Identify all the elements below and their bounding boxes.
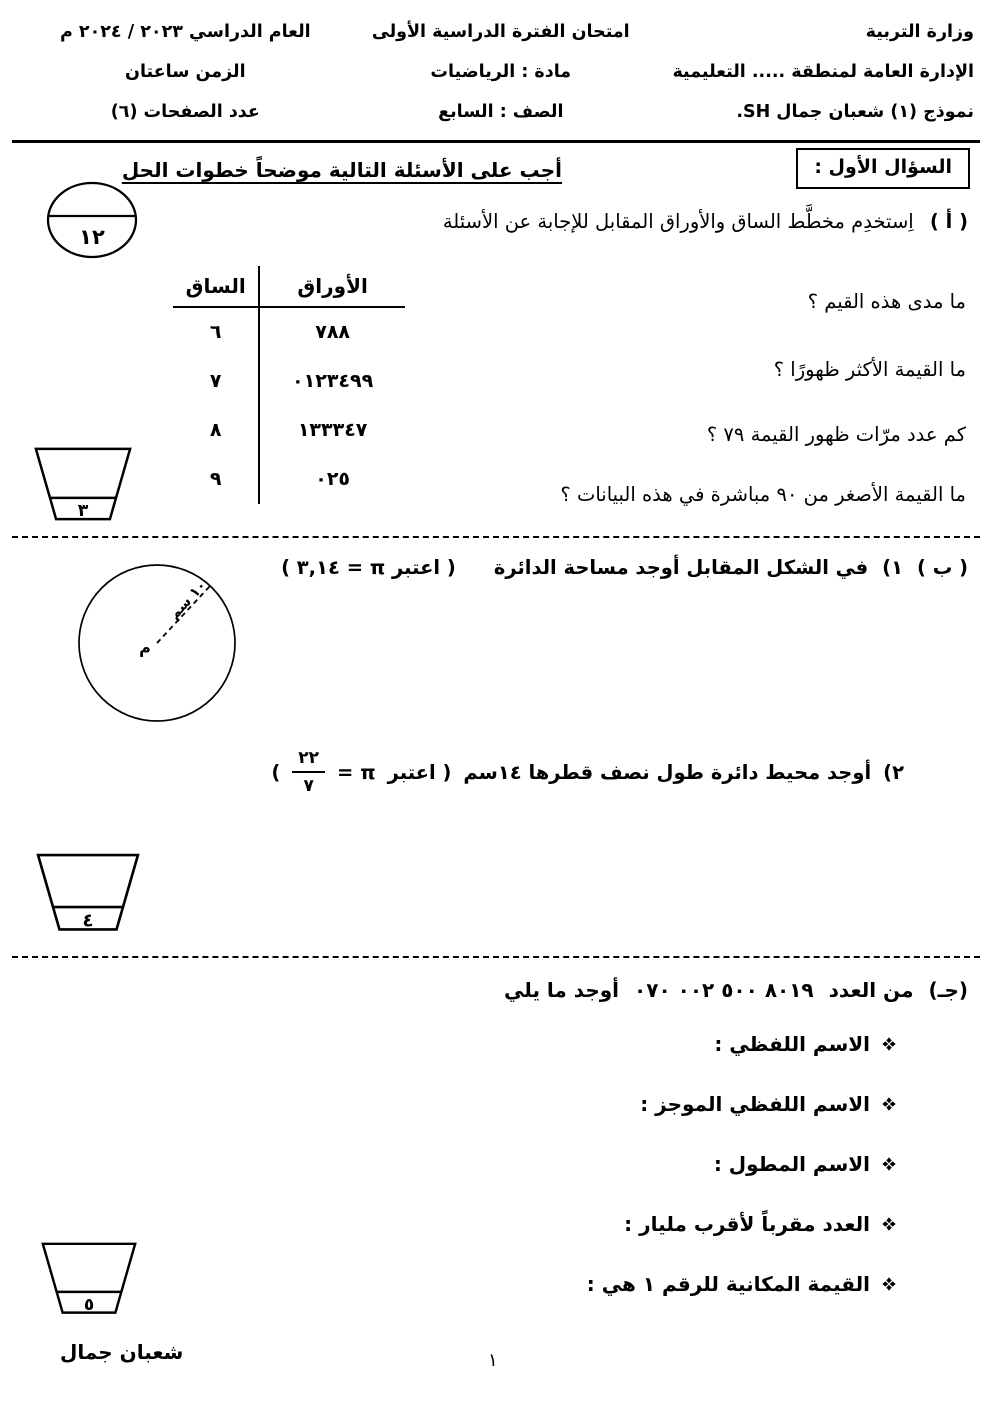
stem-leaf-table xyxy=(173,266,405,504)
part-c-items xyxy=(587,1032,896,1296)
part-c-item-text: الاسم اللفظي : xyxy=(714,1032,870,1056)
section-divider xyxy=(12,956,980,958)
model-author-line: نموذج (١) شعبان جمال SH. xyxy=(736,102,974,122)
stem-leaf-row xyxy=(173,308,405,357)
header-divider xyxy=(12,140,980,143)
stem-leaf-header-row xyxy=(173,266,405,308)
part-c-item-text: الاسم المطول : xyxy=(713,1152,870,1176)
subject-name: مادة : الرياضيات xyxy=(430,62,572,82)
part-c-heading xyxy=(504,978,968,1002)
part-b-item-1-text: في الشكل المقابل أوجد مساحة الدائرة xyxy=(493,556,869,579)
part-b-item-1-condition: ( اعتبر π = ٣,١٤ ) xyxy=(281,556,456,579)
part-b-item-2-number: ٢) xyxy=(883,760,904,784)
part-a-marks-value: ٣ xyxy=(77,501,89,522)
total-marks-value: ١٢ xyxy=(79,225,105,249)
list-item xyxy=(587,1152,896,1176)
part-c-suffix: أوجد ما يلي xyxy=(504,978,620,1002)
part-b-label: ( ب ) xyxy=(917,556,968,579)
part-a-intro-text: اِستخدِم مخطَّط الساق والأوراق المقابل للإجابة عن الأسئلة xyxy=(442,210,914,233)
part-c-item-text: العدد مقرباً لأقرب مليار : xyxy=(624,1212,870,1236)
stem-leaf-row xyxy=(173,357,405,406)
part-a-label: ( أ ) xyxy=(929,210,968,233)
stem-column-header: الساق xyxy=(185,274,246,298)
header-left-column xyxy=(18,12,353,132)
radius-label: ١٠ سم xyxy=(166,577,210,623)
part-b-item-1 xyxy=(281,556,968,579)
circle-figure xyxy=(62,550,252,732)
stem-leaf-row xyxy=(173,406,405,455)
page-number: ١ xyxy=(488,1350,498,1371)
list-item xyxy=(587,1272,896,1296)
part-a-intro xyxy=(443,210,968,233)
leaves-value: ٧٨٨ xyxy=(258,308,405,357)
pi-fraction xyxy=(292,748,325,797)
question-1-title-box xyxy=(796,148,970,189)
page-count: عدد الصفحات (٦) xyxy=(110,102,260,122)
total-marks-circle xyxy=(44,180,140,260)
pi-equals: π = xyxy=(337,760,376,784)
list-item xyxy=(587,1212,896,1236)
part-a-marks-cup xyxy=(33,446,133,523)
grade-level: الصف : السابع xyxy=(438,102,564,122)
four-diamond-bullet-icon xyxy=(882,1097,896,1111)
exam-duration: الزمن ساعتان xyxy=(125,62,246,82)
stem-value: ٨ xyxy=(209,419,222,441)
leaves-value: ٠١٢٣٤٩٩ xyxy=(258,357,405,406)
district-name: الإدارة العامة لمنطقة ..... التعليمية xyxy=(672,62,974,82)
part-c-item-text: الاسم اللفظي الموجز : xyxy=(640,1092,870,1116)
circle-center-label: م xyxy=(139,638,151,657)
list-item xyxy=(587,1092,896,1116)
exam-title: امتحان الفترة الدراسية الأولى xyxy=(371,22,630,42)
part-b-item-1-number: ١) xyxy=(882,556,903,579)
part-c-prefix: من العدد xyxy=(828,978,914,1002)
fraction-numerator: ٢٢ xyxy=(292,748,325,773)
leaves-value: ١٣٣٣٤٧ xyxy=(258,406,405,455)
footer-author-name: شعبان جمال xyxy=(60,1340,184,1364)
part-a-question-3: كم عدد مرّات ظهور القيمة ٧٩ ؟ xyxy=(706,423,966,446)
part-c-label: (جـ) xyxy=(928,978,968,1002)
four-diamond-bullet-icon xyxy=(882,1277,896,1291)
part-b-item-2-condition-open: ( اعتبر xyxy=(387,760,452,784)
header-center-column xyxy=(353,12,649,132)
stem-leaf-row xyxy=(173,455,405,504)
stem-value: ٧ xyxy=(209,370,222,392)
four-diamond-bullet-icon xyxy=(882,1217,896,1231)
part-b-item-2-text: أوجد محيط دائرة طول نصف قطرها ١٤سم xyxy=(463,760,872,784)
section-divider xyxy=(12,536,980,538)
exam-header xyxy=(18,12,974,132)
part-c-marks-cup xyxy=(40,1241,138,1316)
part-a-question-1: ما مدى هذه القيم ؟ xyxy=(807,290,966,313)
header-right-column xyxy=(649,12,974,132)
part-a-question-2: ما القيمة الأكثر ظهورًا ؟ xyxy=(773,358,966,381)
four-diamond-bullet-icon xyxy=(882,1157,896,1171)
part-a-question-4: ما القيمة الأصغر من ٩٠ مباشرة في هذه البيانات ؟ xyxy=(560,483,966,506)
fraction-denominator: ٧ xyxy=(303,776,314,797)
part-c-marks-value: ٥ xyxy=(83,1293,95,1314)
stem-value: ٦ xyxy=(209,321,222,343)
part-b-marks-value: ٤ xyxy=(82,910,94,932)
leaves-value: ٠٢٥ xyxy=(258,455,405,504)
four-diamond-bullet-icon xyxy=(882,1037,896,1051)
part-c-number: ٨٠١٩ ٥٠٠ ٠٠٢ ٠٧٠ xyxy=(634,978,814,1002)
school-year: العام الدراسي ٢٠٢٣ / ٢٠٢٤ م xyxy=(59,22,311,42)
part-b-item-2-condition-close: ) xyxy=(271,760,281,784)
part-b-item-2 xyxy=(271,748,904,797)
part-b-marks-cup xyxy=(35,852,141,934)
question-1-instruction: أجب على الأسئلة التالية موضحاً خطوات الحل xyxy=(121,158,562,182)
part-c-item-text: القيمة المكانية للرقم ١ هي : xyxy=(586,1272,870,1296)
question-1-title: السؤال الأول : xyxy=(814,156,952,178)
stem-value: ٩ xyxy=(209,468,222,490)
ministry-name: وزارة التربية xyxy=(865,22,974,42)
list-item xyxy=(587,1032,896,1056)
leaves-column-header: الأوراق xyxy=(258,266,405,306)
